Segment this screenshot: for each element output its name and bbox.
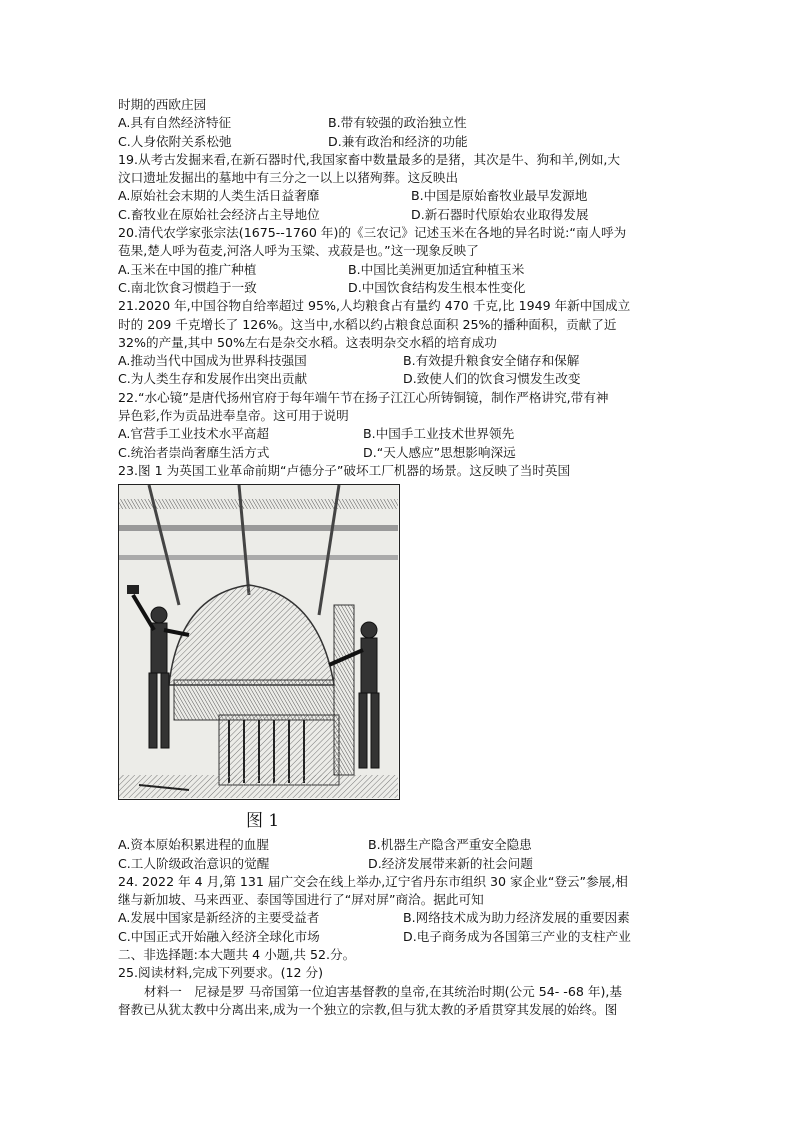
q19-option-d: D.新石器时代原始农业取得发展	[411, 206, 589, 222]
section-heading: 二、非选择题:本大题共 4 小题,共 52.分。	[118, 947, 356, 963]
q24-option-a: A.发展中国家是新经济的主要受益者	[118, 910, 320, 926]
q20-option-c: C.南北饮食习惯趋于一致	[118, 279, 257, 295]
q22-option-d: D.“天人感应”思想影响深远	[363, 444, 516, 460]
q24-options-row-1	[118, 909, 688, 927]
q20-option-a: A.玉米在中国的推广种植	[118, 261, 257, 277]
q21-stem-2: 时的 209 千克增长了 126%。这当中,水稻以约占粮食总面积 25%的播种面积，贡献了近	[118, 316, 617, 332]
q23-options-row-1	[118, 836, 688, 854]
q23-option-c: C.工人阶级政治意识的觉醒	[118, 855, 270, 871]
q21-option-c: C.为人类生存和发展作出突出贡献	[118, 371, 308, 387]
q23-option-d: D.经济发展带来新的社会问题	[368, 855, 533, 871]
luddite-machine-illustration	[119, 485, 398, 798]
q22-stem-1: 22.“水心镜”是唐代扬州官府于每年端午节在扬子江江心所铸铜镜，制作严格讲究,带有神	[118, 389, 609, 405]
figure-caption: 图 1	[246, 811, 280, 832]
q20-options-row-2	[118, 279, 688, 297]
q24-stem-1: 24. 2022 年 4 月,第 131 届广交会在线上举办,辽宁省丹东市组织 30 家企业“登云”参展,相	[118, 873, 628, 889]
q18-option-d: D.兼有政治和经济的功能	[328, 133, 468, 149]
q25-material-2: 督教已从犹太教中分离出来,成为一个独立的宗教,但与犹太教的矛盾贯穿其发展的始终。图	[118, 1001, 618, 1017]
q19-option-b: B.中国是原始畜牧业最早发源地	[411, 188, 588, 204]
q23-option-a: A.资本原始积累进程的血腥	[118, 837, 269, 853]
q24-options-row-2	[118, 928, 688, 946]
q21-option-b: B.有效提升粮食安全储存和保解	[403, 353, 580, 369]
text-line: 时期的西欧庄园	[118, 97, 207, 112]
q19-option-c: C.畜牧业在原始社会经济占主导地位	[118, 206, 320, 222]
q20-options-row-1	[118, 261, 688, 279]
q22-stem-2: 异色彩,作为贡品进奉皇帝。这可用于说明	[118, 408, 349, 424]
q23-options-row-2	[118, 855, 688, 873]
q21-stem-1: 21.2020 年,中国谷物自给率超过 95%,人均粮食占有量约 470 千克,比 1949 年新中国成立	[118, 298, 631, 314]
q22-options-row-2	[118, 444, 688, 462]
q18-option-a: A.具有自然经济特征	[118, 115, 232, 131]
exam-page	[118, 96, 688, 1019]
q21-option-d: D.致使人们的饮食习惯发生改变	[403, 371, 581, 387]
q22-options-row-1	[118, 425, 688, 443]
q18-options-row-1	[118, 114, 688, 132]
q25-stem: 25.阅读材料,完成下列要求。(12 分)	[118, 965, 324, 981]
q20-stem-1: 20.清代农学家张宗法(1675--1760 年)的《三农记》记述玉米在各地的异名时说:“南人呼为	[118, 225, 627, 241]
q22-option-b: B.中国手工业技术世界领先	[363, 426, 515, 442]
q23-option-b: B.机器生产隐含严重安全隐患	[368, 837, 532, 853]
q21-option-a: A.推动当代中国成为世界科技强国	[118, 353, 307, 369]
q24-stem-2: 继与新加坡、马来西亚、泰国等国进行了“屏对屏”商洽。据此可知	[118, 892, 484, 908]
q19-stem-2: 汶口遗址发掘出的墓地中有三分之一以上以猪殉葬。这反映出	[118, 170, 459, 186]
q19-options-row-1	[118, 187, 688, 205]
q23-stem: 23.图 1 为英国工业革命前期“卢德分子”破坏工厂机器的场景。这反映了当时英国	[118, 462, 571, 478]
q20-option-d: D.中国饮食结构发生根本性变化	[348, 279, 526, 295]
q20-stem-2: 苞果,楚人呼为苞麦,河洛人呼为玉粱、戎菽是也。”这一现象反映了	[118, 243, 479, 259]
q18-option-c: C.人身依附关系松弛	[118, 133, 232, 149]
q19-options-row-2	[118, 206, 688, 224]
q21-options-row-1	[118, 352, 688, 370]
luddite-engraving-figure	[118, 484, 400, 800]
q22-option-a: A.官营手工业技术水平高超	[118, 426, 269, 442]
q24-option-b: B.网络技术成为助力经济发展的重要因素	[403, 910, 630, 926]
q25-material-1: 材料一 尼禄是罗 马帝国第一位迫害基督教的皇帝,在其统治时期(公元 54- -68 年),基	[144, 983, 622, 999]
q19-option-a: A.原始社会末期的人类生活日益奢靡	[118, 188, 320, 204]
q18-option-b: B.带有较强的政治独立性	[328, 115, 467, 131]
q24-option-d: D.电子商务成为各国第三产业的支柱产业	[403, 928, 631, 944]
q20-option-b: B.中国比美洲更加适宜种植玉米	[348, 261, 525, 277]
q22-option-c: C.统治者崇尚奢靡生活方式	[118, 444, 270, 460]
q21-stem-3: 32%的产量,其中 50%左右是杂交水稻。这表明杂交水稻的培育成功	[118, 334, 497, 350]
q19-stem-1: 19.从考古发掘来看,在新石器时代,我国家畜中数量最多的是猪，其次是牛、狗和羊,例如,大	[118, 151, 621, 167]
q21-options-row-2	[118, 370, 688, 388]
q24-option-c: C.中国正式开始融入经济全球化市场	[118, 928, 320, 944]
q18-options-row-2	[118, 133, 688, 151]
